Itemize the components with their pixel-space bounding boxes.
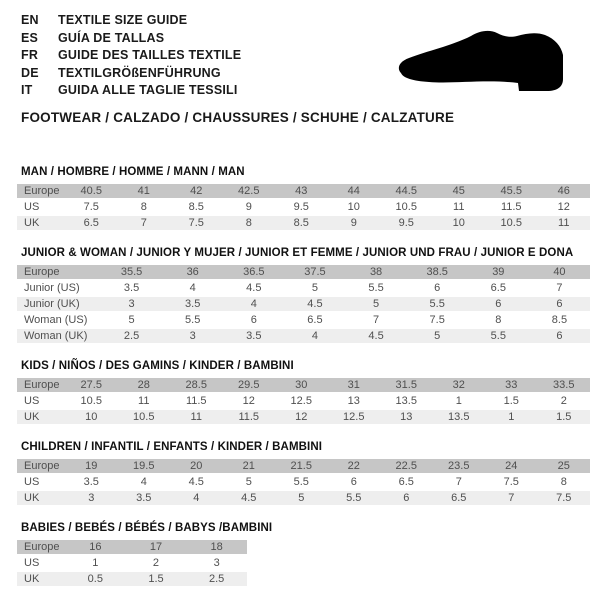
size-cell: 46 [538,184,591,198]
size-cell: 2.5 [101,329,162,343]
size-table-section-man [17,166,590,232]
size-cell: 28 [118,378,171,392]
size-cell: 32 [433,378,486,392]
size-cell: 42.5 [223,184,276,198]
size-cell: 7 [485,491,538,505]
row-label: Europe [17,378,65,392]
row-label: Woman (US) [17,313,101,327]
size-cell: 3.5 [101,281,162,295]
size-cell: 6 [380,491,433,505]
size-cell: 40 [529,265,590,279]
size-cell: 7.5 [485,475,538,489]
size-table-row [17,297,590,311]
size-table-row [17,556,247,570]
size-cell: 5 [407,329,468,343]
dress-shoe-icon [393,20,585,100]
language-row [21,65,241,83]
size-table-title-junior: JUNIOR & WOMAN / JUNIOR Y MUJER / JUNIOR ET FEMME / JUNIOR UND FRAU / JUNIOR E DONA [21,247,574,259]
size-cell: 22 [328,459,381,473]
size-table-junior [17,263,590,345]
size-cell: 13.5 [433,410,486,424]
size-cell: 12.5 [328,410,381,424]
row-label: Europe [17,265,101,279]
size-cell: 24 [485,459,538,473]
size-cell: 7 [346,313,407,327]
size-cell: 11 [170,410,223,424]
size-table-children [17,457,590,507]
size-cell: 5 [275,491,328,505]
size-cell: 42 [170,184,223,198]
size-cell: 2 [538,394,591,408]
size-cell: 7.5 [538,491,591,505]
language-title: GUIDA ALLE TAGLIE TESSILI [58,83,238,97]
language-code: EN [21,13,39,27]
row-label: Europe [17,184,65,198]
size-cell: 5.5 [162,313,223,327]
size-cell: 9 [328,216,381,230]
language-row [21,47,241,65]
size-cell: 19.5 [118,459,171,473]
size-cell: 20 [170,459,223,473]
size-cell: 11 [538,216,591,230]
size-cell: 8 [468,313,529,327]
size-cell: 5.5 [468,329,529,343]
size-cell: 21 [223,459,276,473]
size-table-title-children: CHILDREN / INFANTIL / ENFANTS / KINDER / BAMBINI [21,441,323,453]
size-cell: 4.5 [346,329,407,343]
size-cell: 6 [529,297,590,311]
size-cell: 11 [433,200,486,214]
category-heading: FOOTWEAR / CALZADO / CHAUSSURES / SCHUHE / CALZATURE [21,110,455,125]
size-cell: 8.5 [275,216,328,230]
size-table-section-kids [17,360,590,426]
size-cell: 8 [223,216,276,230]
size-cell: 5.5 [275,475,328,489]
size-cell: 9.5 [275,200,328,214]
row-label: US [17,394,65,408]
size-cell: 10.5 [118,410,171,424]
language-code: FR [21,48,39,62]
size-cell: 10 [433,216,486,230]
size-cell: 18 [186,540,247,554]
size-table-row [17,394,590,408]
size-cell: 5 [101,313,162,327]
size-tables-container [17,166,590,603]
size-cell: 40.5 [65,184,118,198]
size-cell: 33.5 [538,378,591,392]
size-table-row [17,184,590,198]
size-cell: 1 [65,556,126,570]
size-cell: 3.5 [65,475,118,489]
size-table-row [17,378,590,392]
row-label: UK [17,216,65,230]
size-cell: 44 [328,184,381,198]
size-cell: 5.5 [328,491,381,505]
size-cell: 12.5 [275,394,328,408]
size-cell: 2.5 [186,572,247,586]
size-cell: 6.5 [65,216,118,230]
size-cell: 11.5 [223,410,276,424]
size-cell: 36.5 [223,265,284,279]
row-label: UK [17,491,65,505]
size-cell: 10.5 [380,200,433,214]
size-cell: 6.5 [380,475,433,489]
language-row [21,12,241,30]
size-cell: 5.5 [346,281,407,295]
row-label: UK [17,572,65,586]
size-cell: 31.5 [380,378,433,392]
size-cell: 12 [275,410,328,424]
size-cell: 3.5 [162,297,223,311]
size-cell: 5 [223,475,276,489]
size-cell: 17 [126,540,187,554]
size-cell: 16 [65,540,126,554]
size-cell: 3 [101,297,162,311]
size-cell: 4.5 [223,491,276,505]
size-cell: 5.5 [407,297,468,311]
size-cell: 6.5 [468,281,529,295]
language-title: TEXTILGRÖßENFÜHRUNG [58,65,221,80]
row-label: Junior (UK) [17,297,101,311]
size-cell: 28.5 [170,378,223,392]
language-row [21,82,241,100]
size-cell: 21.5 [275,459,328,473]
row-label: US [17,556,65,570]
size-cell: 33 [485,378,538,392]
size-table-babies [17,538,247,588]
row-label: UK [17,410,65,424]
size-cell: 6 [407,281,468,295]
language-list [21,12,241,100]
size-cell: 6 [223,313,284,327]
size-cell: 45 [433,184,486,198]
size-cell: 7.5 [407,313,468,327]
size-cell: 10.5 [485,216,538,230]
size-cell: 4 [118,475,171,489]
size-cell: 7 [529,281,590,295]
size-cell: 10.5 [65,394,118,408]
size-cell: 1 [433,394,486,408]
size-cell: 25 [538,459,591,473]
size-cell: 13.5 [380,394,433,408]
size-table-row [17,200,590,214]
size-cell: 3.5 [223,329,284,343]
size-cell: 8 [118,200,171,214]
size-table-kids [17,376,590,426]
size-table-section-children [17,441,590,507]
size-cell: 12 [223,394,276,408]
size-cell: 6.5 [433,491,486,505]
size-cell: 4 [223,297,284,311]
size-cell: 39 [468,265,529,279]
size-cell: 1.5 [126,572,187,586]
size-cell: 41 [118,184,171,198]
row-label: Woman (UK) [17,329,101,343]
language-code: IT [21,83,33,97]
size-cell: 5 [346,297,407,311]
language-code: ES [21,30,39,45]
size-cell: 5 [284,281,345,295]
size-cell: 2 [126,556,187,570]
size-cell: 4 [170,491,223,505]
size-table-row [17,572,247,586]
size-table-row [17,410,590,424]
size-cell: 3 [162,329,223,343]
size-table-row [17,216,590,230]
size-table-row [17,313,590,327]
size-cell: 4.5 [223,281,284,295]
size-table-section-babies [17,522,590,588]
size-cell: 0.5 [65,572,126,586]
size-cell: 3 [65,491,118,505]
size-cell: 38.5 [407,265,468,279]
size-cell: 27.5 [65,378,118,392]
size-cell: 31 [328,378,381,392]
row-label: Europe [17,540,65,554]
size-table-section-junior [17,247,590,345]
row-label: US [17,200,65,214]
size-table-man [17,182,590,232]
size-cell: 6 [328,475,381,489]
size-cell: 36 [162,265,223,279]
size-cell: 6.5 [284,313,345,327]
size-table-row [17,459,590,473]
size-cell: 43 [275,184,328,198]
size-cell: 12 [538,200,591,214]
size-table-title-man: MAN / HOMBRE / HOMME / MANN / MAN [21,166,245,178]
size-cell: 29.5 [223,378,276,392]
size-cell: 7.5 [170,216,223,230]
size-cell: 45.5 [485,184,538,198]
size-cell: 13 [328,394,381,408]
size-cell: 6 [468,297,529,311]
size-table-row [17,265,590,279]
size-cell: 7 [118,216,171,230]
row-label: Junior (US) [17,281,101,295]
size-cell: 1.5 [538,410,591,424]
size-cell: 19 [65,459,118,473]
size-cell: 8.5 [529,313,590,327]
language-title: TEXTILE SIZE GUIDE [58,13,188,27]
size-cell: 9 [223,200,276,214]
size-cell: 11.5 [170,394,223,408]
size-table-row [17,540,247,554]
size-cell: 4.5 [170,475,223,489]
size-cell: 8.5 [170,200,223,214]
size-table-row [17,491,590,505]
size-cell: 44.5 [380,184,433,198]
size-cell: 7.5 [65,200,118,214]
size-table-row [17,475,590,489]
size-cell: 3.5 [118,491,171,505]
size-cell: 7 [433,475,486,489]
size-cell: 37.5 [284,265,345,279]
size-cell: 22.5 [380,459,433,473]
language-title: GUIDE DES TAILLES TEXTILE [58,48,242,62]
size-table-title-kids: KIDS / NIÑOS / DES GAMINS / KINDER / BAMBINI [21,360,294,372]
size-cell: 6 [529,329,590,343]
size-cell: 13 [380,410,433,424]
size-cell: 1 [485,410,538,424]
size-cell: 4.5 [284,297,345,311]
language-row [21,30,241,48]
size-cell: 3 [186,556,247,570]
size-cell: 10 [328,200,381,214]
size-cell: 38 [346,265,407,279]
size-cell: 4 [284,329,345,343]
size-cell: 30 [275,378,328,392]
size-cell: 23.5 [433,459,486,473]
size-cell: 8 [538,475,591,489]
size-cell: 1.5 [485,394,538,408]
row-label: US [17,475,65,489]
size-table-row [17,281,590,295]
row-label: Europe [17,459,65,473]
size-cell: 9.5 [380,216,433,230]
size-cell: 11.5 [485,200,538,214]
size-table-row [17,329,590,343]
size-table-title-babies: BABIES / BEBÉS / BÉBÉS / BABYS /BAMBINI [21,522,273,534]
language-code: DE [21,65,39,80]
size-cell: 11 [118,394,171,408]
size-cell: 10 [65,410,118,424]
size-cell: 4 [162,281,223,295]
size-cell: 35.5 [101,265,162,279]
language-title: GUÍA DE TALLAS [58,30,165,45]
